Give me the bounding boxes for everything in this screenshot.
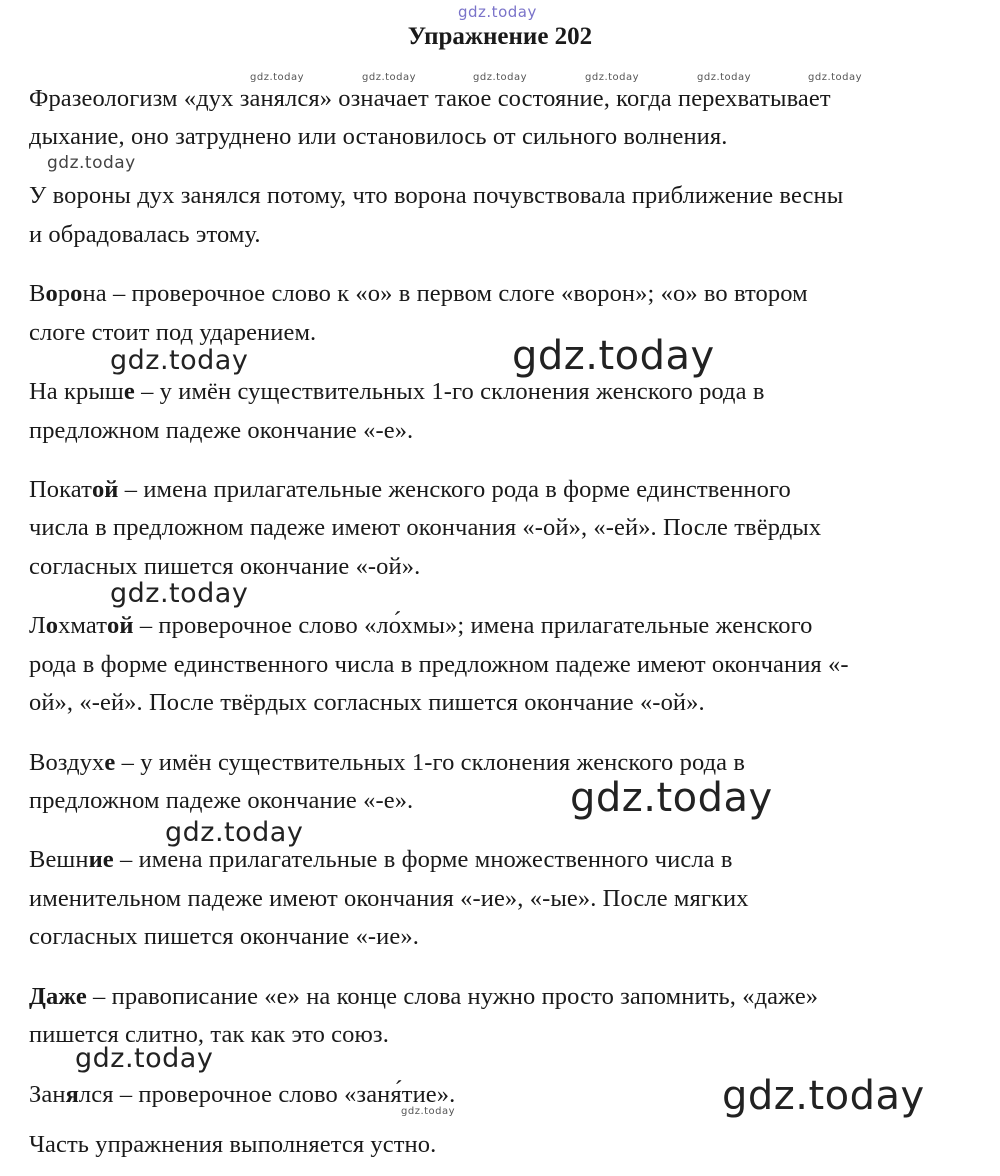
text-segment: предложном падеже окончание «-е». [29,417,414,444]
text-line [29,786,413,816]
watermark-text: gdz.today [722,1073,925,1119]
text-segment: слоге стоит под ударением. [29,319,317,346]
text-line [29,884,749,914]
watermark-text: gdz.today [473,72,528,83]
text-line [29,84,831,114]
bold-segment: е [104,749,116,776]
text-segment: дыхание, оно затруднено или остановилось от сильного волнения. [29,123,728,150]
text-segment: предложном падеже окончание «-е». [29,787,414,814]
watermark-text: gdz.today [110,578,249,609]
text-segment: согласных пишется окончание «-ие». [29,923,419,950]
text-line [29,377,765,407]
text-segment: – правописание «е» на конце слова нужно просто запомнить, «даже» [86,983,819,1010]
watermark-text: gdz.today [697,72,752,83]
text-line [29,611,812,641]
text-segment: – у имён существительных 1-го склонения женского рода в [115,749,746,776]
text-line [29,279,808,309]
text-segment: именительном падеже имеют окончания «-ие», «-ые». После мягких [29,885,749,912]
text-segment: Часть упражнения выполняется устно. [29,1131,437,1158]
watermark-text: gdz.today [512,333,715,379]
text-line [29,1080,455,1110]
text-segment: Воздух [29,749,105,776]
text-line [29,688,705,718]
text-segment: рода в форме единственного числа в предложном падеже имеют окончания «- [29,651,849,678]
text-segment: – имена прилагательные женского рода в форме единственного [118,476,791,503]
bold-segment: о [45,280,58,307]
text-segment: На крыш [29,378,124,405]
text-segment: – у имён существительных 1-го склонения женского рода в [134,378,765,405]
bold-segment: ой [91,476,119,503]
text-line [29,922,419,952]
watermark-text: gdz.today [110,345,249,376]
text-line [29,513,821,543]
bold-segment: Даже [29,983,87,1010]
watermark-text: gdz.today [250,72,305,83]
text-segment: лся – проверочное слово «заня́тие». [78,1081,456,1108]
text-segment: хмат [58,612,108,639]
watermark-text: gdz.today [458,3,537,21]
text-segment: пишется слитно, так как это союз. [29,1021,389,1048]
text-segment: и обрадовалась этому. [29,221,261,248]
text-line [29,748,745,778]
text-line [29,845,733,875]
text-segment: – имена прилагательные в форме множественного числа в [113,846,733,873]
text-segment: ой», «-ей». После твёрдых согласных пишется окончание «-ой». [29,689,705,716]
watermark-text: gdz.today [570,775,773,821]
bold-segment: о [45,612,59,639]
page-title: Упражнение 202 [407,23,593,50]
watermark-text: gdz.today [165,817,304,848]
text-segment: числа в предложном падеже имеют окончания «-ой», «-ей». После твёрдых [29,514,822,541]
text-segment: Зан [29,1081,66,1108]
text-segment: р [57,280,71,307]
watermark-text: gdz.today [808,72,863,83]
text-segment: – проверочное слово «ло́хмы»; имена прилагательные женского [133,612,813,639]
bold-segment: о [70,280,83,307]
text-line [29,982,818,1012]
text-line [29,475,791,505]
watermark-text: gdz.today [585,72,640,83]
text-line [29,650,849,680]
bold-segment: ой [107,612,134,639]
text-line [29,1130,436,1160]
text-segment: Л [29,612,46,639]
text-line [29,318,316,348]
watermark-text: gdz.today [401,1106,456,1117]
text-segment: Покат [29,476,92,503]
watermark-text: gdz.today [362,72,417,83]
bold-segment: ие [88,846,114,873]
text-segment: согласных пишется окончание «-ой». [29,553,421,580]
bold-segment: я [65,1081,79,1108]
text-line [29,122,727,152]
text-segment: У вороны дух занялся потому, что ворона почувствовала приближение весны [29,182,844,209]
watermark-text: gdz.today [47,153,136,173]
text-segment: Фразеологизм «дух занялся» означает такое состояние, когда перехватывает [29,85,831,112]
text-line [29,220,261,250]
text-segment: на – проверочное слово к «о» в первом слоге «ворон»; «о» во втором [82,280,808,307]
text-line [29,181,843,211]
watermark-text: gdz.today [75,1043,214,1074]
text-segment: Вешн [29,846,89,873]
bold-segment: е [123,378,135,405]
text-segment: В [29,280,46,307]
text-line [29,416,413,446]
